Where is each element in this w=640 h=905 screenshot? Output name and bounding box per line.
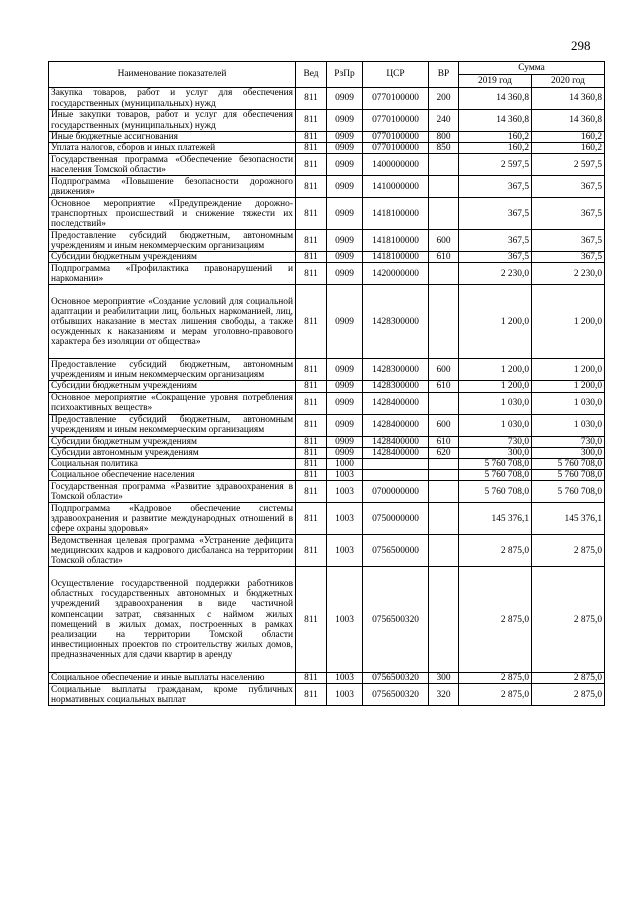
row-amount-2019: 145 376,1 — [459, 503, 532, 535]
table-row — [49, 285, 605, 359]
row-vr — [429, 154, 459, 176]
row-name: Основное мероприятие «Сокращение уровня потребления психоактивных веществ» — [49, 392, 296, 414]
row-amount-2019: 2 875,0 — [459, 535, 532, 567]
row-ved: 811 — [296, 359, 327, 381]
row-ved: 811 — [296, 503, 327, 535]
row-amount-2020: 5 760 708,0 — [532, 481, 605, 503]
table-row — [49, 436, 605, 447]
row-ved: 811 — [296, 481, 327, 503]
row-csr: 0700000000 — [363, 481, 429, 503]
row-rzpr: 0909 — [327, 252, 363, 263]
table-row — [49, 447, 605, 458]
row-amount-2019: 2 597,5 — [459, 154, 532, 176]
row-csr: 1410000000 — [363, 176, 429, 198]
row-amount-2019: 2 230,0 — [459, 263, 532, 285]
table-row — [49, 263, 605, 285]
row-vr — [429, 392, 459, 414]
row-name: Подпрограмма «Кадровое обеспечение системы здравоохранения и развитие международных отношений в сфере охраны здоровья» — [49, 503, 296, 535]
row-name: Субсидии бюджетным учреждениям — [49, 436, 296, 447]
row-amount-2020: 2 875,0 — [532, 673, 605, 684]
row-vr: 610 — [429, 252, 459, 263]
table-row — [49, 198, 605, 230]
row-csr: 1428300000 — [363, 381, 429, 392]
row-ved: 811 — [296, 154, 327, 176]
row-amount-2020: 160,2 — [532, 143, 605, 154]
row-rzpr: 0909 — [327, 447, 363, 458]
table-row — [49, 535, 605, 567]
row-ved: 811 — [296, 263, 327, 285]
row-amount-2020: 367,5 — [532, 252, 605, 263]
row-amount-2020: 160,2 — [532, 132, 605, 143]
row-name: Социальное обеспечение и иные выплаты населению — [49, 673, 296, 684]
row-rzpr: 1003 — [327, 673, 363, 684]
row-amount-2020: 2 875,0 — [532, 684, 605, 706]
row-amount-2020: 1 200,0 — [532, 359, 605, 381]
table-row — [49, 110, 605, 132]
row-amount-2020: 2 230,0 — [532, 263, 605, 285]
row-ved: 811 — [296, 470, 327, 481]
row-amount-2019: 14 360,8 — [459, 88, 532, 110]
header-name: Наименование показателей — [49, 62, 296, 88]
row-ved: 811 — [296, 392, 327, 414]
row-csr: 1428400000 — [363, 414, 429, 436]
table-body — [49, 88, 605, 706]
row-amount-2019: 300,0 — [459, 447, 532, 458]
row-rzpr: 0909 — [327, 263, 363, 285]
table-row — [49, 230, 605, 252]
row-ved: 811 — [296, 447, 327, 458]
row-csr: 1428400000 — [363, 436, 429, 447]
row-amount-2020: 1 200,0 — [532, 381, 605, 392]
table-header — [49, 62, 605, 88]
row-vr: 800 — [429, 132, 459, 143]
row-amount-2020: 2 875,0 — [532, 567, 605, 673]
row-amount-2019: 367,5 — [459, 230, 532, 252]
row-name: Ведомственная целевая программа «Устранение дефицита медицинских кадров и кадрового дисбаланса на территории Томской области» — [49, 535, 296, 567]
row-name: Основное мероприятие «Создание условий для социальной адаптации и реабилитации лиц, больных наркоманией, лиц, отбывших наказание в местах лишения свободы, а также осужденных к наказаниям и мерам уголовно-правового характера без изоляции от общества» — [49, 285, 296, 359]
row-vr — [429, 285, 459, 359]
table-row — [49, 132, 605, 143]
row-amount-2019: 5 760 708,0 — [459, 470, 532, 481]
row-amount-2019: 5 760 708,0 — [459, 458, 532, 469]
row-ved: 811 — [296, 673, 327, 684]
table-row — [49, 381, 605, 392]
row-rzpr: 0909 — [327, 392, 363, 414]
row-amount-2020: 2 597,5 — [532, 154, 605, 176]
row-vr — [429, 535, 459, 567]
row-rzpr: 0909 — [327, 143, 363, 154]
row-vr: 200 — [429, 88, 459, 110]
row-vr: 320 — [429, 684, 459, 706]
row-vr: 600 — [429, 414, 459, 436]
table-row — [49, 684, 605, 706]
table-row — [49, 470, 605, 481]
row-rzpr: 1003 — [327, 684, 363, 706]
row-rzpr: 1003 — [327, 470, 363, 481]
row-amount-2020: 1 200,0 — [532, 285, 605, 359]
row-amount-2019: 14 360,8 — [459, 110, 532, 132]
row-ved: 811 — [296, 285, 327, 359]
row-name: Предоставление субсидий бюджетным, автономным учреждениям и иным некоммерческим организациям — [49, 414, 296, 436]
page-number: 298 — [571, 38, 591, 53]
header-sum: Сумма — [459, 62, 605, 75]
header-ved: Вед — [296, 62, 327, 88]
row-amount-2019: 1 030,0 — [459, 414, 532, 436]
row-name: Подпрограмма «Повышение безопасности дорожного движения» — [49, 176, 296, 198]
row-amount-2019: 367,5 — [459, 198, 532, 230]
row-rzpr: 0909 — [327, 198, 363, 230]
row-vr — [429, 263, 459, 285]
row-name: Иные закупки товаров, работ и услуг для обеспечения государственных (муниципальных) нужд — [49, 110, 296, 132]
table-row — [49, 176, 605, 198]
row-csr: 0770100000 — [363, 132, 429, 143]
row-csr: 0756500320 — [363, 567, 429, 673]
row-amount-2020: 5 760 708,0 — [532, 458, 605, 469]
row-vr: 240 — [429, 110, 459, 132]
row-ved: 811 — [296, 535, 327, 567]
row-rzpr: 0909 — [327, 176, 363, 198]
row-ved: 811 — [296, 414, 327, 436]
row-csr: 1420000000 — [363, 263, 429, 285]
row-ved: 811 — [296, 458, 327, 469]
row-rzpr: 1003 — [327, 503, 363, 535]
row-csr: 0770100000 — [363, 143, 429, 154]
row-amount-2020: 1 030,0 — [532, 414, 605, 436]
row-csr: 0770100000 — [363, 88, 429, 110]
row-vr: 300 — [429, 673, 459, 684]
row-amount-2019: 160,2 — [459, 132, 532, 143]
row-amount-2020: 367,5 — [532, 230, 605, 252]
row-csr: 1428300000 — [363, 285, 429, 359]
table-row — [49, 567, 605, 673]
row-rzpr: 0909 — [327, 230, 363, 252]
row-rzpr: 1003 — [327, 535, 363, 567]
row-ved: 811 — [296, 252, 327, 263]
row-csr: 0770100000 — [363, 110, 429, 132]
row-amount-2020: 145 376,1 — [532, 503, 605, 535]
row-csr: 1418100000 — [363, 198, 429, 230]
table-row — [49, 359, 605, 381]
table-row — [49, 88, 605, 110]
table-row — [49, 392, 605, 414]
row-vr — [429, 198, 459, 230]
row-amount-2020: 14 360,8 — [532, 88, 605, 110]
row-vr: 850 — [429, 143, 459, 154]
row-amount-2020: 14 360,8 — [532, 110, 605, 132]
row-rzpr: 1000 — [327, 458, 363, 469]
row-rzpr: 0909 — [327, 414, 363, 436]
row-name: Осуществление государственной поддержки работников областных государственных автономных и бюджетных учреждений здравоохранения в виде частичной компенсации затрат, связанных с наймом жилых помещений в жилых домах, построенных в рамках реализации на территории Томской области инвестиционных проектов по строительству жилых домов, предназначенных для сдачи квартир в аренду — [49, 567, 296, 673]
row-name: Субсидии бюджетным учреждениям — [49, 381, 296, 392]
row-rzpr: 0909 — [327, 285, 363, 359]
row-name: Субсидии бюджетным учреждениям — [49, 252, 296, 263]
table-row — [49, 143, 605, 154]
budget-table — [48, 61, 605, 706]
row-name: Предоставление субсидий бюджетным, автономным учреждениям и иным некоммерческим организациям — [49, 359, 296, 381]
row-name: Государственная программа «Развитие здравоохранения в Томской области» — [49, 481, 296, 503]
row-name: Предоставление субсидий бюджетным, автономным учреждениям и иным некоммерческим организациям — [49, 230, 296, 252]
row-rzpr: 0909 — [327, 381, 363, 392]
row-vr — [429, 481, 459, 503]
row-vr: 620 — [429, 447, 459, 458]
header-vr: ВР — [429, 62, 459, 88]
row-rzpr: 0909 — [327, 132, 363, 143]
row-amount-2020: 1 030,0 — [532, 392, 605, 414]
row-name: Социальная политика — [49, 458, 296, 469]
table-row — [49, 414, 605, 436]
row-rzpr: 0909 — [327, 359, 363, 381]
row-name: Уплата налогов, сборов и иных платежей — [49, 143, 296, 154]
row-ved: 811 — [296, 132, 327, 143]
row-ved: 811 — [296, 436, 327, 447]
row-vr — [429, 470, 459, 481]
table-row — [49, 252, 605, 263]
row-csr: 1428300000 — [363, 359, 429, 381]
header-2019: 2019 год — [459, 75, 532, 88]
row-amount-2019: 730,0 — [459, 436, 532, 447]
row-ved: 811 — [296, 198, 327, 230]
row-vr — [429, 503, 459, 535]
row-vr: 610 — [429, 381, 459, 392]
row-csr: 0750000000 — [363, 503, 429, 535]
row-csr: 0756500320 — [363, 673, 429, 684]
row-csr: 1418100000 — [363, 230, 429, 252]
row-amount-2019: 367,5 — [459, 176, 532, 198]
row-amount-2019: 160,2 — [459, 143, 532, 154]
table-row — [49, 458, 605, 469]
table-row — [49, 154, 605, 176]
row-csr: 0756500320 — [363, 684, 429, 706]
row-csr: 0756500000 — [363, 535, 429, 567]
row-rzpr: 1003 — [327, 567, 363, 673]
row-amount-2019: 1 200,0 — [459, 381, 532, 392]
row-amount-2019: 2 875,0 — [459, 673, 532, 684]
table-row — [49, 673, 605, 684]
table-row — [49, 503, 605, 535]
row-name: Субсидии автономным учреждениям — [49, 447, 296, 458]
header-csr: ЦСР — [363, 62, 429, 88]
row-amount-2019: 1 200,0 — [459, 285, 532, 359]
table-row — [49, 481, 605, 503]
row-csr — [363, 458, 429, 469]
row-rzpr: 0909 — [327, 88, 363, 110]
row-rzpr: 0909 — [327, 110, 363, 132]
row-csr: 1428400000 — [363, 447, 429, 458]
row-amount-2019: 2 875,0 — [459, 684, 532, 706]
row-csr: 1400000000 — [363, 154, 429, 176]
row-vr: 600 — [429, 359, 459, 381]
header-2020: 2020 год — [532, 75, 605, 88]
row-ved: 811 — [296, 230, 327, 252]
row-ved: 811 — [296, 88, 327, 110]
row-ved: 811 — [296, 143, 327, 154]
row-amount-2020: 5 760 708,0 — [532, 470, 605, 481]
row-csr: 1428400000 — [363, 392, 429, 414]
row-amount-2019: 1 030,0 — [459, 392, 532, 414]
row-amount-2019: 1 200,0 — [459, 359, 532, 381]
row-name: Иные бюджетные ассигнования — [49, 132, 296, 143]
row-amount-2019: 5 760 708,0 — [459, 481, 532, 503]
row-vr — [429, 176, 459, 198]
row-rzpr: 0909 — [327, 154, 363, 176]
row-ved: 811 — [296, 176, 327, 198]
row-ved: 811 — [296, 684, 327, 706]
row-amount-2020: 367,5 — [532, 198, 605, 230]
row-amount-2020: 730,0 — [532, 436, 605, 447]
header-rzpr: РзПр — [327, 62, 363, 88]
row-name: Социальные выплаты гражданам, кроме публичных нормативных социальных выплат — [49, 684, 296, 706]
row-amount-2019: 2 875,0 — [459, 567, 532, 673]
row-name: Государственная программа «Обеспечение безопасности населения Томской области» — [49, 154, 296, 176]
row-csr: 1418100000 — [363, 252, 429, 263]
row-name: Основное мероприятие «Предупреждение дорожно-транспортных происшествий и снижение тяжести их последствий» — [49, 198, 296, 230]
row-csr — [363, 470, 429, 481]
row-amount-2020: 2 875,0 — [532, 535, 605, 567]
row-ved: 811 — [296, 381, 327, 392]
row-amount-2020: 300,0 — [532, 447, 605, 458]
row-vr — [429, 567, 459, 673]
row-vr: 600 — [429, 230, 459, 252]
row-vr: 610 — [429, 436, 459, 447]
row-rzpr: 1003 — [327, 481, 363, 503]
row-ved: 811 — [296, 567, 327, 673]
row-name: Подпрограмма «Профилактика правонарушений и наркомании» — [49, 263, 296, 285]
row-name: Закупка товаров, работ и услуг для обеспечения государственных (муниципальных) нужд — [49, 88, 296, 110]
row-ved: 811 — [296, 110, 327, 132]
row-rzpr: 0909 — [327, 436, 363, 447]
row-amount-2020: 367,5 — [532, 176, 605, 198]
row-amount-2019: 367,5 — [459, 252, 532, 263]
row-name: Социальное обеспечение населения — [49, 470, 296, 481]
row-vr — [429, 458, 459, 469]
